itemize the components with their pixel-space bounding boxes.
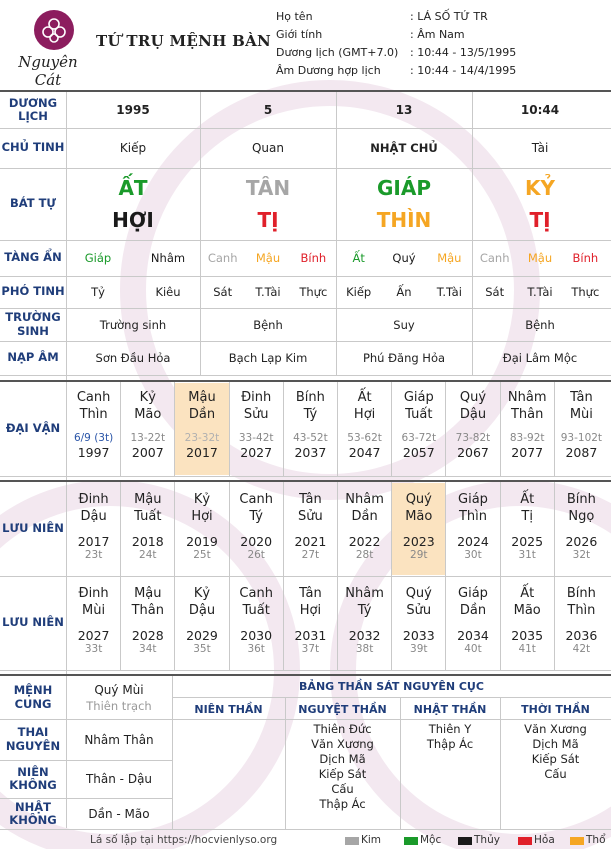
dai-van-item bbox=[67, 383, 120, 475]
row-label: DƯƠNG LỊCH bbox=[8, 95, 58, 123]
info-value: : 10:44 - 14/4/1995 bbox=[410, 64, 517, 77]
row-divider bbox=[0, 670, 611, 671]
dai-van-can: Nhâm bbox=[507, 390, 547, 405]
luu-nien-age: 28t bbox=[355, 549, 374, 561]
info-row bbox=[276, 63, 606, 79]
brand-name: Nguyên Cát bbox=[18, 53, 78, 89]
than-sat-item: Văn Xương bbox=[311, 737, 374, 751]
dai-van-chi: Dậu bbox=[459, 407, 487, 422]
luu-nien-item bbox=[284, 483, 337, 575]
than-sat-item: Thiên Y bbox=[428, 722, 472, 736]
info-row bbox=[276, 9, 606, 25]
than-sat-item: Thập Ác bbox=[426, 737, 474, 751]
luu-nien-age: 38t bbox=[355, 643, 374, 655]
menh-cung-value: Quý Mùi bbox=[94, 683, 144, 697]
dai-van-item bbox=[392, 383, 445, 475]
nap-am-value: Sơn Đầu Hỏa bbox=[95, 351, 171, 365]
luu-nien-item bbox=[67, 577, 120, 669]
dai-van-chi: Sửu bbox=[243, 407, 269, 422]
luu-nien-can: Tân bbox=[299, 492, 322, 507]
row-label: BÁT TỰ bbox=[9, 196, 57, 211]
luu-nien-year: 2024 bbox=[457, 534, 489, 549]
secondary-star: Tỷ bbox=[91, 285, 105, 299]
info-label: Họ tên bbox=[276, 10, 313, 23]
info-label: Giới tính bbox=[276, 28, 323, 41]
luu-nien-chi: Sửu bbox=[406, 603, 432, 618]
luu-nien-age: 24t bbox=[139, 549, 157, 561]
chu-tinh-value: Tài bbox=[531, 141, 549, 155]
luu-nien-age: 27t bbox=[301, 549, 320, 561]
info-row bbox=[276, 45, 606, 61]
row-label: NHẬT KHÔNG bbox=[9, 799, 57, 827]
thai-nguyen-value: Nhâm Thân bbox=[84, 732, 154, 747]
luu-nien-can: Nhâm bbox=[345, 492, 384, 507]
dia-chi: THÌN bbox=[376, 208, 432, 232]
dai-van-item bbox=[121, 383, 174, 475]
row-label: NIÊN KHÔNG bbox=[9, 764, 57, 792]
dai-van-year: 2057 bbox=[402, 445, 435, 460]
luu-nien-can: Đinh bbox=[78, 492, 109, 507]
luu-nien-year: 2027 bbox=[77, 628, 110, 643]
row-label: LƯU NIÊN bbox=[2, 615, 64, 630]
hidden-stem: Mậu bbox=[527, 251, 553, 265]
dai-van-year: 2037 bbox=[294, 445, 327, 460]
dai-van-age: 93-102t bbox=[560, 432, 603, 444]
luu-nien-chi: Tý bbox=[357, 603, 372, 618]
truong-sinh-value: Suy bbox=[393, 317, 415, 332]
luu-nien-chi: Dậu bbox=[188, 603, 216, 618]
luu-nien-item bbox=[392, 577, 445, 669]
row-label: TRƯỜNG SINH bbox=[5, 310, 61, 338]
than-sat-item: Dịch Mã bbox=[532, 737, 579, 751]
luu-nien-year: 2026 bbox=[565, 534, 598, 549]
dai-van-chi: Hợi bbox=[353, 407, 376, 422]
nhat-khong-value: Dần - Mão bbox=[88, 807, 150, 821]
luu-nien-chi: Mùi bbox=[82, 603, 106, 618]
luu-nien-can: Mậu bbox=[134, 586, 162, 601]
footer-text: Lá số lập tại https://hocvienlyso.org bbox=[90, 834, 278, 846]
luu-nien-age: 40t bbox=[464, 643, 482, 655]
secondary-star: Kiêu bbox=[155, 285, 181, 299]
row-divider bbox=[172, 697, 611, 698]
dai-van-can: Canh bbox=[76, 390, 111, 405]
dia-chi: HỢI bbox=[112, 208, 154, 232]
secondary-star: Sát bbox=[213, 285, 233, 299]
luu-nien-age: 35t bbox=[193, 643, 211, 655]
luu-nien-age: 33t bbox=[84, 643, 103, 655]
luu-nien-can: Đinh bbox=[78, 586, 109, 601]
hidden-stem: Nhâm bbox=[150, 251, 186, 265]
row-label: TÀNG ẨN bbox=[4, 250, 62, 265]
row-divider bbox=[0, 168, 611, 169]
thien-can: ẤT bbox=[118, 176, 148, 200]
luu-nien-can: Tân bbox=[299, 586, 322, 601]
luu-nien-age: 41t bbox=[518, 643, 536, 655]
luu-nien-year: 2035 bbox=[511, 628, 544, 643]
legend-label: Mộc bbox=[420, 834, 442, 846]
secondary-star: T.Tài bbox=[527, 285, 553, 299]
luu-nien-chi: Sửu bbox=[298, 509, 323, 524]
luu-nien-item bbox=[446, 483, 499, 575]
luu-nien-can: Ất bbox=[520, 586, 535, 601]
info-label: Âm Dương hợp lịch bbox=[276, 64, 381, 77]
dai-van-item bbox=[501, 383, 554, 475]
row-divider bbox=[0, 375, 611, 376]
luu-nien-item bbox=[67, 483, 120, 575]
luu-nien-year: 2022 bbox=[348, 534, 381, 549]
luu-nien-age: 31t bbox=[518, 549, 536, 561]
dai-van-can: Ất bbox=[357, 390, 372, 405]
info-label: Dương lịch (GMT+7.0) bbox=[276, 46, 399, 59]
luu-nien-item bbox=[175, 577, 228, 669]
luu-nien-can: Canh bbox=[239, 492, 273, 507]
luu-nien-year: 2034 bbox=[457, 628, 489, 643]
than-sat-header: NHẬT THẦN bbox=[413, 702, 487, 716]
than-sat-item: Cấu bbox=[544, 767, 567, 781]
dai-van-can: Quý bbox=[459, 390, 487, 405]
row-divider bbox=[0, 829, 611, 830]
than-sat-item: Văn Xương bbox=[524, 722, 587, 736]
dai-van-year: 2027 bbox=[240, 445, 273, 460]
than-sat-item: Thiên Đức bbox=[313, 722, 372, 736]
secondary-star: Sát bbox=[485, 285, 505, 299]
luu-nien-can: Bính bbox=[566, 586, 596, 601]
legend-label: Kim bbox=[361, 834, 382, 846]
than-sat-item: Cấu bbox=[331, 782, 354, 796]
dai-van-item bbox=[555, 383, 608, 475]
dai-van-chi: Mão bbox=[134, 407, 162, 422]
luu-nien-item bbox=[284, 577, 337, 669]
luu-nien-age: 39t bbox=[410, 643, 428, 655]
secondary-star: Kiếp bbox=[346, 285, 372, 299]
row-divider bbox=[0, 480, 611, 482]
dai-van-age: 63-72t bbox=[401, 432, 437, 444]
row-divider bbox=[0, 380, 611, 382]
luu-nien-chi: Dần bbox=[459, 603, 487, 618]
luu-nien-age: 26t bbox=[247, 549, 265, 561]
luu-nien-chi: Mão bbox=[405, 509, 433, 524]
row-label: MỆNH CUNG bbox=[13, 683, 53, 711]
thien-can: KỶ bbox=[525, 176, 555, 200]
dai-van-chi: Dần bbox=[188, 407, 216, 422]
luu-nien-item bbox=[175, 483, 228, 575]
luu-nien-age: 42t bbox=[572, 643, 591, 655]
dai-van-age: 13-22t bbox=[130, 432, 166, 444]
truong-sinh-value: Bệnh bbox=[525, 317, 555, 332]
dai-van-age: 43-52t bbox=[293, 432, 328, 444]
dai-van-can: Đinh bbox=[241, 390, 272, 405]
luu-nien-item bbox=[501, 483, 554, 575]
luu-nien-year: 2029 bbox=[186, 628, 218, 643]
luu-nien-year: 2032 bbox=[348, 628, 381, 643]
luu-nien-can: Kỷ bbox=[193, 586, 211, 601]
menh-cung-sub: Thiên trạch bbox=[86, 699, 152, 713]
luu-nien-age: 23t bbox=[84, 549, 103, 561]
luu-nien-chi: Thìn bbox=[458, 509, 487, 524]
dia-chi: TỊ bbox=[257, 208, 279, 232]
row-label: LƯU NIÊN bbox=[2, 521, 64, 536]
luu-nien-year: 2028 bbox=[131, 628, 164, 643]
legend-label: Thổ bbox=[586, 834, 606, 846]
luu-nien-can: Giáp bbox=[458, 492, 488, 507]
hidden-stem: Canh bbox=[207, 251, 238, 265]
luu-nien-can: Giáp bbox=[458, 586, 488, 601]
than-sat-header: THỜI THẦN bbox=[521, 702, 590, 716]
chu-tinh-value: Quan bbox=[251, 141, 284, 155]
dai-van-age: 83-92t bbox=[509, 432, 545, 444]
dai-van-chi: Mùi bbox=[569, 407, 593, 422]
luu-nien-age: 29t bbox=[410, 549, 428, 561]
dai-van-chi: Thìn bbox=[79, 407, 108, 422]
luu-nien-item bbox=[230, 577, 283, 669]
hidden-stem: Quý bbox=[392, 251, 416, 265]
luu-nien-can: Canh bbox=[239, 586, 273, 601]
dai-van-year: 1997 bbox=[77, 445, 110, 460]
row-divider bbox=[172, 719, 611, 720]
secondary-star: T.Tài bbox=[255, 285, 281, 299]
row-label: NẠP ÂM bbox=[7, 350, 59, 365]
secondary-star: T.Tài bbox=[436, 285, 462, 299]
luu-nien-chi: Dần bbox=[351, 509, 378, 524]
luu-nien-can: Mậu bbox=[134, 492, 162, 507]
luu-nien-can: Ất bbox=[520, 492, 535, 507]
thien-can: GIÁP bbox=[377, 176, 431, 200]
page-title: TỨ TRỤ MỆNH BÀN bbox=[96, 32, 272, 50]
truong-sinh-value: Trường sinh bbox=[99, 317, 167, 332]
luu-nien-can: Nhâm bbox=[345, 586, 384, 601]
luu-nien-item bbox=[338, 577, 391, 669]
row-label: PHÓ TINH bbox=[1, 284, 65, 299]
hidden-stem: Bính bbox=[300, 251, 327, 265]
dai-van-year: 2087 bbox=[565, 445, 598, 460]
luu-nien-item bbox=[230, 483, 283, 575]
nap-am-value: Đại Lâm Mộc bbox=[502, 351, 578, 365]
luu-nien-item bbox=[501, 577, 554, 669]
legend-swatch bbox=[570, 837, 584, 845]
dai-van-item bbox=[175, 383, 228, 475]
info-value: : LÁ SỐ TỨ TR bbox=[410, 10, 488, 23]
luu-nien-chi: Mão bbox=[513, 603, 541, 618]
truong-sinh-value: Bệnh bbox=[253, 317, 283, 332]
nien-khong-value: Thân - Dậu bbox=[85, 772, 153, 786]
than-sat-item: Kiếp Sát bbox=[318, 767, 367, 781]
luu-nien-can: Bính bbox=[566, 492, 596, 507]
logo-icon bbox=[34, 10, 74, 50]
than-sat-item: Kiếp Sát bbox=[531, 752, 580, 766]
luu-nien-item bbox=[555, 483, 608, 575]
luu-nien-item bbox=[338, 483, 391, 575]
dai-van-year: 2017 bbox=[186, 445, 218, 460]
luu-nien-year: 2017 bbox=[77, 534, 110, 549]
dai-van-can: Tân bbox=[570, 390, 593, 405]
luu-nien-chi: Hợi bbox=[299, 603, 322, 618]
legend-swatch bbox=[518, 837, 532, 845]
than-sat-item: Thập Ác bbox=[319, 797, 366, 811]
dai-van-item bbox=[284, 383, 337, 475]
hidden-stem: Canh bbox=[479, 251, 510, 265]
than-sat-item: Dịch Mã bbox=[319, 752, 366, 766]
chu-tinh-value: NHẬT CHỦ bbox=[370, 141, 438, 155]
info-value: : Âm Nam bbox=[410, 28, 465, 41]
luu-nien-year: 2019 bbox=[186, 534, 218, 549]
dai-van-can: Giáp bbox=[403, 390, 434, 405]
luu-nien-year: 2033 bbox=[402, 628, 435, 643]
legend-label: Hỏa bbox=[534, 834, 555, 846]
secondary-star: Ấn bbox=[396, 285, 412, 299]
luu-nien-age: 34t bbox=[139, 643, 157, 655]
year-month-day-hour: 1995 bbox=[116, 103, 150, 117]
secondary-star: Thực bbox=[299, 285, 328, 299]
luu-nien-item bbox=[392, 483, 445, 575]
year-month-day-hour: 5 bbox=[263, 103, 273, 117]
luu-nien-year: 2030 bbox=[240, 628, 273, 643]
than-sat-header: NGUYỆT THẦN bbox=[298, 702, 387, 716]
luu-nien-chi: Tuất bbox=[242, 603, 270, 618]
dai-van-year: 2067 bbox=[457, 445, 489, 460]
dai-van-age: 53-62t bbox=[347, 432, 382, 444]
luu-nien-age: 37t bbox=[301, 643, 320, 655]
dai-van-age: 73-82t bbox=[455, 432, 491, 444]
year-month-day-hour: 10:44 bbox=[520, 103, 560, 117]
than-sat-header: NIÊN THẦN bbox=[194, 702, 263, 716]
dai-van-item bbox=[446, 383, 499, 475]
dai-van-year: 2047 bbox=[348, 445, 381, 460]
dai-van-item bbox=[230, 383, 283, 475]
hidden-stem: Mậu bbox=[255, 251, 281, 265]
dai-van-year: 2077 bbox=[511, 445, 544, 460]
dai-van-can: Kỷ bbox=[139, 390, 156, 405]
dai-van-can: Bính bbox=[295, 390, 325, 405]
luu-nien-chi: Hợi bbox=[191, 509, 213, 524]
luu-nien-can: Quý bbox=[405, 586, 432, 601]
luu-nien-age: 30t bbox=[464, 549, 482, 561]
luu-nien-year: 2018 bbox=[131, 534, 164, 549]
secondary-star: Thực bbox=[571, 285, 600, 299]
luu-nien-age: 36t bbox=[247, 643, 265, 655]
luu-nien-item bbox=[121, 577, 174, 669]
legend-swatch bbox=[404, 837, 418, 845]
dai-van-item bbox=[338, 383, 391, 475]
row-label: THAI NGUYÊN bbox=[5, 725, 61, 753]
legend-label: Thủy bbox=[474, 834, 500, 846]
luu-nien-chi: Dậu bbox=[80, 509, 107, 524]
luu-nien-year: 2031 bbox=[294, 628, 327, 643]
nap-am-value: Phú Đăng Hỏa bbox=[362, 351, 446, 365]
luu-nien-year: 2023 bbox=[402, 534, 435, 549]
hidden-stem: Ất bbox=[352, 251, 365, 265]
thien-can: TÂN bbox=[245, 176, 291, 200]
dai-van-age: 6/9 (3t) bbox=[73, 432, 114, 444]
dai-van-chi: Tý bbox=[303, 407, 318, 422]
luu-nien-year: 2020 bbox=[240, 534, 273, 549]
luu-nien-item bbox=[121, 483, 174, 575]
dai-van-chi: Tuất bbox=[405, 407, 433, 422]
row-label: ĐẠI VẬN bbox=[5, 421, 61, 436]
dai-van-chi: Thân bbox=[510, 407, 544, 422]
info-value: : 10:44 - 13/5/1995 bbox=[410, 46, 517, 59]
luu-nien-item bbox=[446, 577, 499, 669]
dai-van-age: 33-42t bbox=[238, 432, 274, 444]
luu-nien-chi: Tuất bbox=[134, 509, 162, 524]
luu-nien-year: 2036 bbox=[565, 628, 598, 643]
luu-nien-chi: Tý bbox=[249, 509, 263, 524]
luu-nien-chi: Ngọ bbox=[568, 509, 595, 524]
row-divider bbox=[0, 476, 611, 477]
hidden-stem: Giáp bbox=[84, 251, 112, 265]
luu-nien-age: 32t bbox=[572, 549, 591, 561]
luu-nien-year: 2025 bbox=[511, 534, 544, 549]
dai-van-age: 23-32t bbox=[184, 432, 220, 444]
dia-chi: TỊ bbox=[529, 208, 551, 232]
chu-tinh-value: Kiếp bbox=[119, 141, 147, 155]
luu-nien-item bbox=[555, 577, 608, 669]
legend-swatch bbox=[345, 837, 359, 845]
row-label: CHỦ TINH bbox=[1, 140, 65, 155]
luu-nien-chi: Tị bbox=[521, 509, 533, 524]
year-month-day-hour: 13 bbox=[395, 103, 413, 117]
than-sat-title: BẢNG THẦN SÁT NGUYÊN CỤC bbox=[299, 679, 484, 693]
luu-nien-chi: Thân bbox=[131, 603, 164, 618]
luu-nien-chi: Thìn bbox=[567, 603, 596, 618]
dai-van-can: Mậu bbox=[188, 390, 216, 405]
info-row bbox=[276, 27, 606, 43]
luu-nien-age: 25t bbox=[193, 549, 211, 561]
hidden-stem: Bính bbox=[572, 251, 599, 265]
dai-van-year: 2007 bbox=[131, 445, 164, 460]
legend-swatch bbox=[458, 837, 472, 845]
nap-am-value: Bạch Lạp Kim bbox=[228, 351, 308, 365]
luu-nien-can: Kỷ bbox=[193, 492, 211, 507]
luu-nien-can: Quý bbox=[405, 492, 432, 507]
hidden-stem: Mậu bbox=[437, 251, 462, 265]
luu-nien-year: 2021 bbox=[294, 534, 327, 549]
